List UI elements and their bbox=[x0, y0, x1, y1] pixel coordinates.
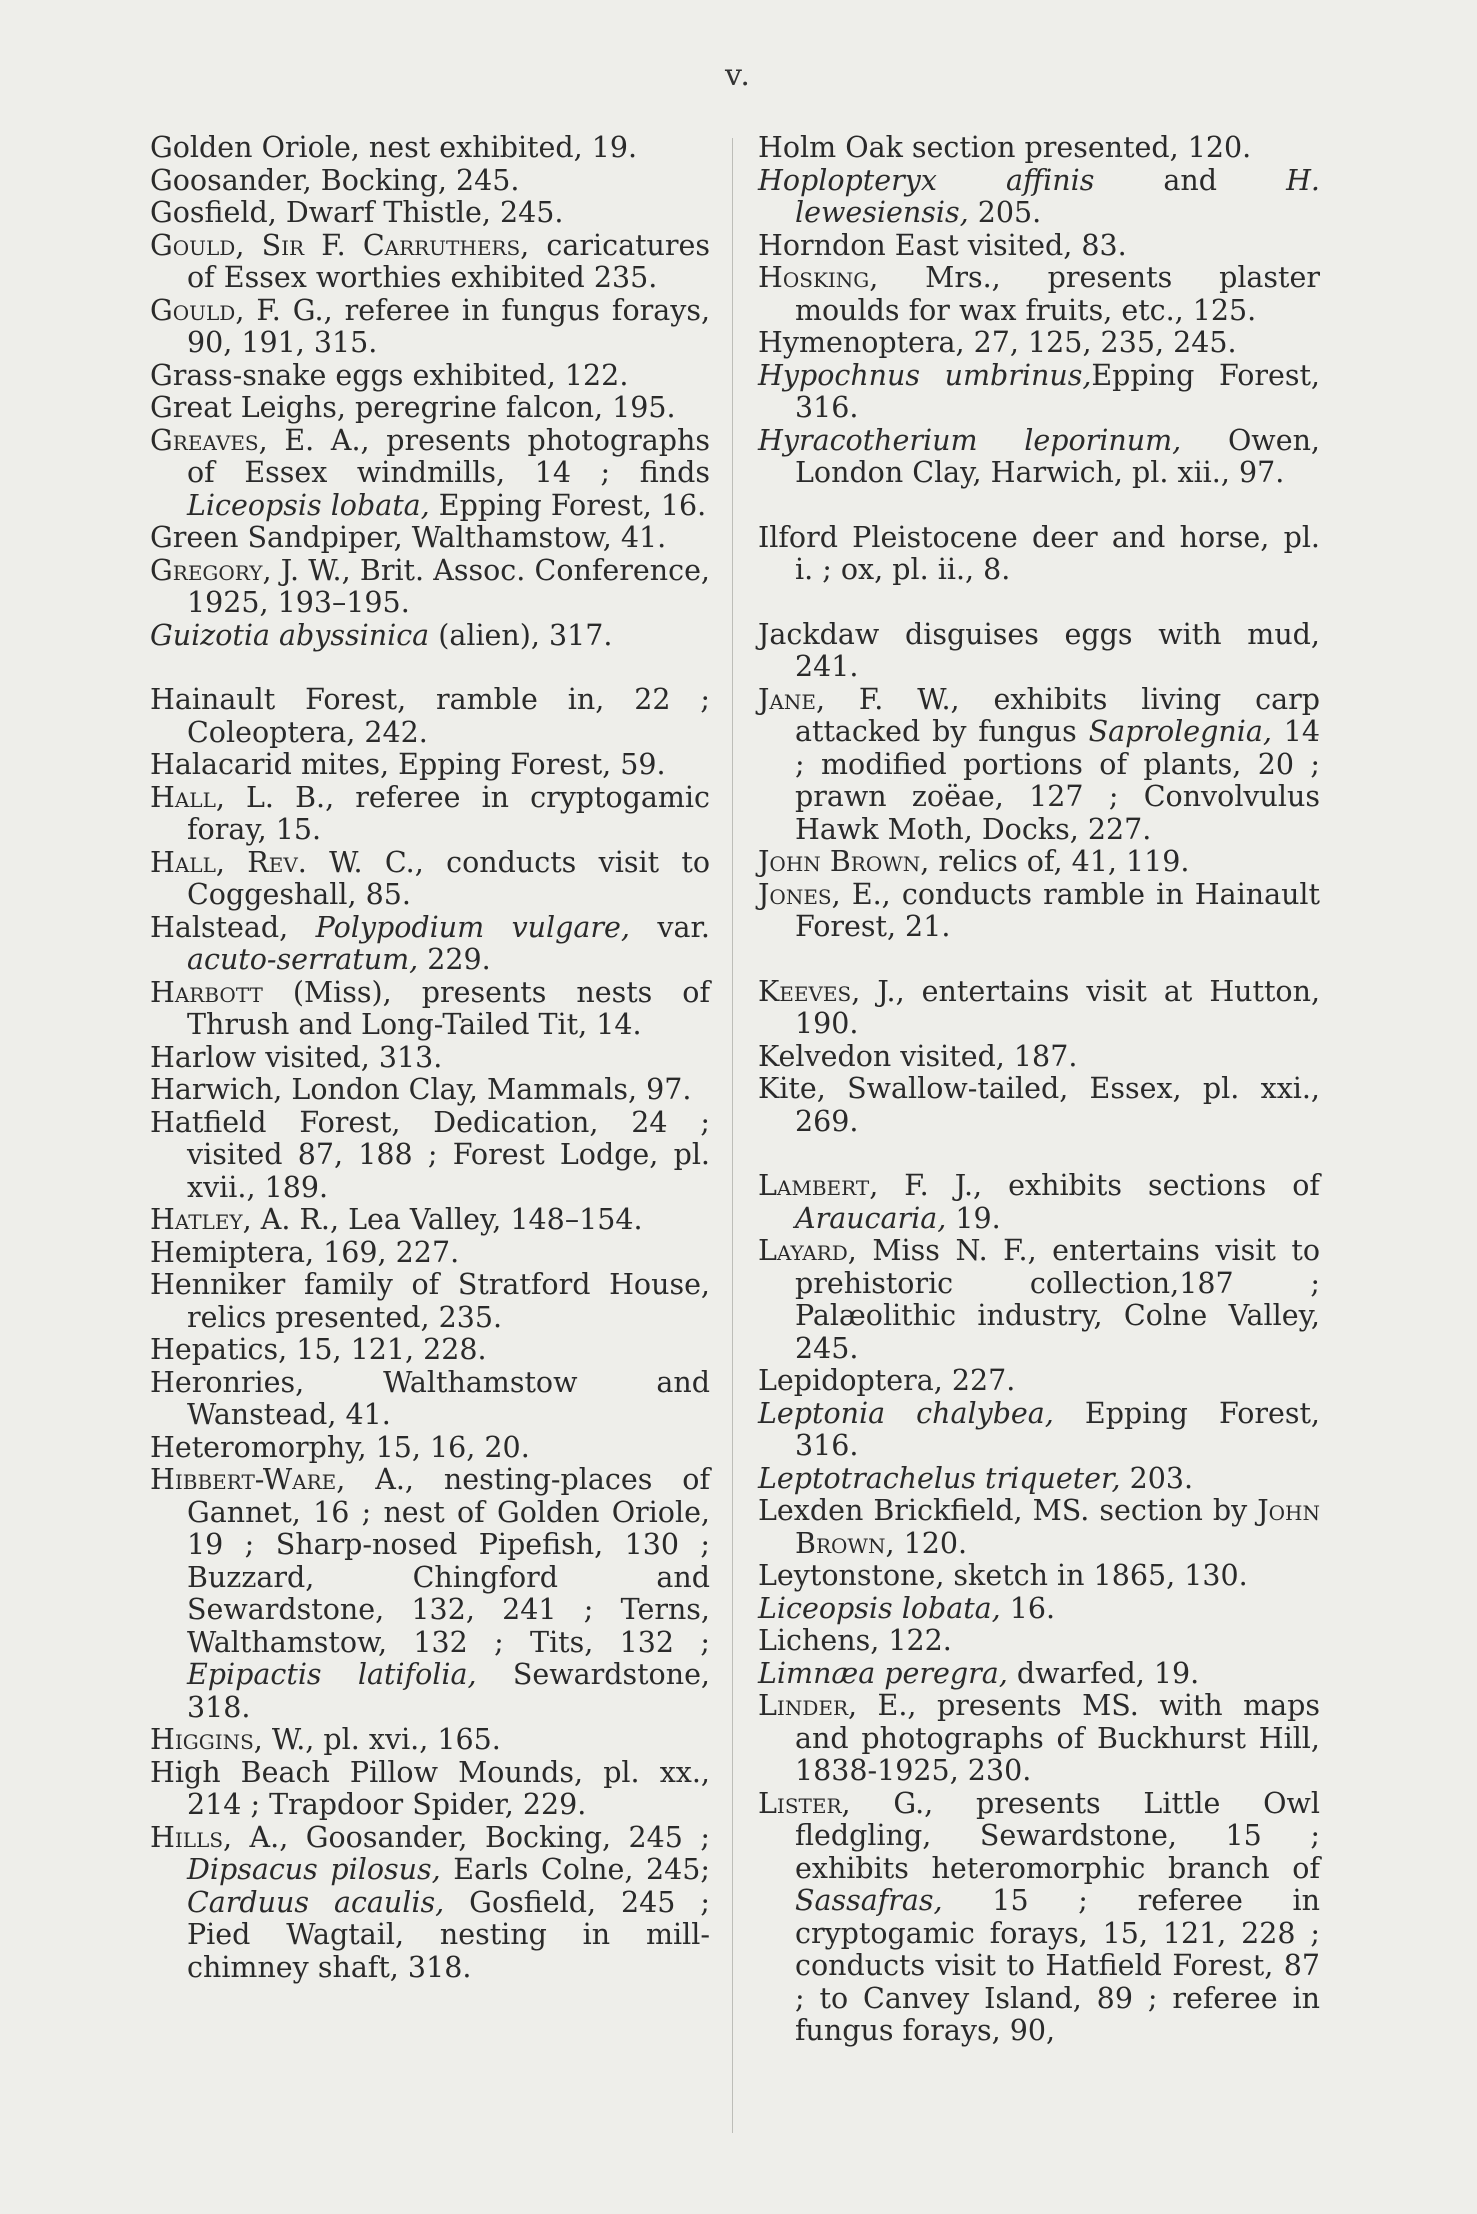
index-entry bbox=[150, 1204, 710, 1237]
entry-text: Sewardstone, 318. bbox=[187, 1658, 710, 1724]
index-entry bbox=[758, 1041, 1320, 1074]
index-entry bbox=[758, 684, 1320, 847]
entry-text: Halacarid mites, Epping Forest, 59. bbox=[150, 748, 666, 781]
index-entry bbox=[758, 360, 1320, 425]
italic-term: Leptotrachelus triqueter, bbox=[758, 1461, 1121, 1495]
index-entry bbox=[150, 425, 710, 523]
entry-text: presents Little Owl fledgling, Sewardstone, 15 ; exhibits heteromorphic branch of bbox=[795, 1786, 1321, 1885]
index-entry bbox=[758, 1235, 1320, 1365]
italic-term: acuto-serratum, bbox=[187, 943, 419, 976]
entry-text: 229. bbox=[418, 943, 491, 976]
index-entry bbox=[758, 1625, 1320, 1658]
entry-text: Grass-snake eggs exhibited, 122. bbox=[150, 358, 629, 392]
italic-term: Liceopsis lobata, bbox=[758, 1591, 1001, 1625]
entry-text: 19. bbox=[946, 1201, 1001, 1235]
entry-text: Heteromorphy, 15, 16, 20. bbox=[150, 1430, 530, 1464]
entry-text: Lexden Brickfield, MS. section by bbox=[758, 1494, 1258, 1527]
small-caps-name: John Brown, bbox=[795, 1494, 1320, 1560]
entry-text: (Miss), presents nests of Thrush and Long-Tailed Tit, 14. bbox=[187, 975, 710, 1041]
small-caps-name: Hibbert-Ware, A., bbox=[150, 1463, 414, 1496]
index-entry bbox=[150, 1334, 710, 1367]
index-entry bbox=[150, 165, 710, 198]
index-entry bbox=[150, 1042, 710, 1075]
entry-text: conducts ramble in Hainault Forest, 21. bbox=[795, 877, 1320, 943]
small-caps-name: Gregory, J. W., bbox=[150, 553, 351, 587]
italic-term: Araucaria, bbox=[795, 1201, 947, 1235]
small-caps-name: Hosking, bbox=[758, 261, 879, 294]
entry-text: Brit. Assoc. Conference, 1925, 193–195. bbox=[187, 553, 710, 619]
index-entry bbox=[150, 749, 710, 782]
index-entry bbox=[150, 1269, 710, 1334]
index-entry bbox=[150, 360, 710, 393]
index-entry bbox=[150, 847, 710, 912]
italic-term: Carduus acaulis, bbox=[187, 1885, 445, 1919]
small-caps-name: Linder, E., bbox=[758, 1689, 917, 1722]
entry-text: and bbox=[1094, 163, 1287, 197]
entry-text: caricatures of Essex worthies exhibited 235. bbox=[187, 228, 710, 294]
italic-term: Liceopsis lobata, bbox=[187, 488, 430, 522]
entry-text: var. bbox=[629, 910, 710, 944]
entry-text: Miss N. F., entertains visit to prehistoric collection,187 ; Palæolithic industry, Colne Valley, 245. bbox=[795, 1234, 1320, 1365]
index-entry bbox=[150, 620, 710, 653]
small-caps-name: Greaves, E. A., bbox=[150, 423, 370, 457]
entry-text: Kite, Swallow-tailed, Essex, pl. xxi., 269. bbox=[758, 1072, 1320, 1138]
index-entry bbox=[150, 912, 710, 977]
italic-term: Guizotia abyssinica bbox=[150, 618, 430, 652]
entry-text: 16. bbox=[1000, 1591, 1056, 1625]
entry-text: Gosfield, 245 ; Pied Wagtail, nesting in mill-chimney shaft, 318. bbox=[187, 1885, 710, 1984]
entry-text: Heronries, Walthamstow and Wanstead, 41. bbox=[150, 1365, 710, 1431]
entry-text: High Beach Pillow Mounds, pl. xx., 214 ; Trapdoor Spider, 229. bbox=[150, 1755, 710, 1821]
entry-text: Lea Valley, 148–154. bbox=[339, 1203, 643, 1236]
index-entry bbox=[150, 1237, 710, 1270]
index-entry bbox=[758, 230, 1320, 263]
entry-text: Lepidoptera, 227. bbox=[758, 1364, 1016, 1397]
index-entry bbox=[758, 1073, 1320, 1138]
index-entry bbox=[758, 262, 1320, 327]
entry-text: Epping Forest, 316. bbox=[795, 358, 1320, 424]
entry-text: Epping Forest, 16. bbox=[429, 488, 707, 522]
entry-text: Gosfield, Dwarf Thistle, 245. bbox=[150, 196, 564, 229]
right-index-column bbox=[758, 132, 1320, 2048]
italic-term: Sassafras, bbox=[795, 1884, 943, 1917]
small-caps-name: Harbott bbox=[150, 975, 263, 1009]
index-entry bbox=[758, 1593, 1320, 1626]
italic-term: Hypochnus umbrinus, bbox=[758, 358, 1092, 392]
index-entry bbox=[150, 1107, 710, 1205]
entry-text: nesting-places of Gannet, 16 ; nest of Golden Oriole, 19 ; Sharp-nosed Pipefish, 130 ; Buzzard, Chingford and Sewardstone, 132, 241 ; Terns, Walthamstow, 132 ; Tits, 132 ; bbox=[187, 1463, 710, 1659]
entry-text: Earls Colne, 245; bbox=[440, 1853, 710, 1886]
small-caps-name: Jane, F. W., bbox=[758, 682, 960, 716]
entry-text: exhibits sections of bbox=[982, 1169, 1320, 1202]
index-entry bbox=[150, 1724, 710, 1757]
entry-text: entertains visit at Hutton, 190. bbox=[795, 974, 1321, 1040]
entry-text: 203. bbox=[1120, 1461, 1194, 1495]
index-entry bbox=[758, 522, 1320, 587]
italic-term: Hyracotherium leporinum, bbox=[758, 423, 1182, 457]
small-caps-name: Lambert, F. J., bbox=[758, 1169, 983, 1202]
entry-text: Lichens, 122. bbox=[758, 1624, 952, 1657]
italic-term: Epipactis latifolia, bbox=[187, 1658, 477, 1691]
small-caps-name: Layard, bbox=[758, 1234, 857, 1267]
italic-term: Dipsacus pilosus, bbox=[187, 1853, 441, 1886]
index-entry bbox=[150, 977, 710, 1042]
index-entry bbox=[758, 1398, 1320, 1463]
entry-text: Henniker family of Stratford House, relics presented, 235. bbox=[150, 1268, 710, 1334]
entry-text: presents photographs of Essex windmills, 14 ; finds bbox=[187, 423, 710, 489]
column-divider bbox=[732, 138, 733, 2133]
small-caps-name: Keeves, J., bbox=[758, 974, 905, 1008]
italic-term: Polypodium vulgare, bbox=[315, 910, 630, 944]
entry-text: 14 ; modified portions of plants, 20 ; prawn zoëae, 127 ; Convolvulus Hawk Moth, Docks, 227. bbox=[795, 715, 1320, 846]
entry-text: Ilford Pleistocene deer and horse, pl. i. ; ox, pl. ii., 8. bbox=[758, 520, 1320, 586]
index-entry bbox=[150, 1432, 710, 1465]
entry-text: Jackdaw disguises eggs with mud, 241. bbox=[758, 617, 1320, 683]
entry-text: Epping Forest, 316. bbox=[795, 1396, 1320, 1462]
italic-term: H. lewesiensis, bbox=[795, 163, 1320, 229]
index-entry bbox=[758, 132, 1320, 165]
italic-term: Hoplopteryx affinis bbox=[758, 163, 1095, 197]
entry-text: relics of, 41, 119. bbox=[929, 845, 1190, 878]
index-entry bbox=[150, 132, 710, 165]
index-entry bbox=[758, 879, 1320, 944]
index-entry bbox=[150, 1367, 710, 1432]
entry-text: 205. bbox=[968, 196, 1042, 229]
entry-text: 15 ; referee in cryptogamic forays, 15, 121, 228 ; conducts visit to Hatfield Forest, 87 ; to Canvey Island, 89 ; referee in fungus forays, 90, bbox=[795, 1884, 1320, 2047]
index-entry bbox=[758, 976, 1320, 1041]
entry-text: pl. xvi., 165. bbox=[314, 1723, 501, 1756]
entry-text: Kelvedon visited, 187. bbox=[758, 1039, 1078, 1073]
index-entry bbox=[150, 522, 710, 555]
index-entry bbox=[150, 197, 710, 230]
small-caps-name: Hatley, A. R., bbox=[150, 1203, 340, 1236]
index-entry bbox=[758, 425, 1320, 490]
index-entry bbox=[758, 1658, 1320, 1691]
index-entry bbox=[758, 327, 1320, 360]
entry-text: conducts visit to Coggeshall, 85. bbox=[187, 845, 710, 911]
entry-text: (alien), 317. bbox=[429, 618, 613, 652]
index-entry bbox=[150, 782, 710, 847]
page-number: v. bbox=[725, 58, 752, 93]
index-entry bbox=[150, 392, 710, 425]
index-entry bbox=[758, 1788, 1320, 2048]
italic-term: Saprolegnia, bbox=[1088, 715, 1272, 748]
index-entry bbox=[758, 1365, 1320, 1398]
index-entry bbox=[150, 1074, 710, 1107]
entry-text: Leytonstone, sketch in 1865, 130. bbox=[758, 1559, 1248, 1592]
italic-term: Leptonia chalybea, bbox=[758, 1396, 1054, 1430]
entry-text: Golden Oriole, nest exhibited, 19. bbox=[150, 131, 638, 164]
entry-text: Hainault Forest, ramble in, 22 ; Coleoptera, 242. bbox=[150, 683, 710, 749]
small-caps-name: Hall, L. B., bbox=[150, 780, 335, 814]
entry-text: Hepatics, 15, 121, 228. bbox=[150, 1333, 487, 1366]
entry-text: exhibits living carp attacked by fungus bbox=[795, 682, 1320, 748]
index-entry bbox=[758, 619, 1320, 684]
entry-text: presents MS. with maps and photographs of Buckhurst Hill, 1838-1925, 230. bbox=[795, 1689, 1320, 1787]
index-entry bbox=[758, 846, 1320, 879]
entry-text: Holm Oak section presented, 120. bbox=[758, 131, 1252, 164]
entry-text: Great Leighs, peregrine falcon, 195. bbox=[150, 391, 676, 424]
small-caps-name: Gould, F. G., bbox=[150, 293, 333, 327]
small-caps-name: Hills, A., bbox=[150, 1820, 289, 1854]
index-entry bbox=[758, 165, 1320, 230]
index-entry bbox=[150, 1822, 710, 1985]
small-caps-name: Hall, Rev. W. C., bbox=[150, 845, 424, 879]
small-caps-name: Gould, Sir F. Carruthers, bbox=[150, 228, 530, 262]
index-entry bbox=[758, 1463, 1320, 1496]
index-entry bbox=[150, 684, 710, 749]
entry-text: Owen, London Clay, Harwich, pl. xii., 97. bbox=[795, 423, 1320, 489]
entry-text: Hatfield Forest, Dedication, 24 ; visited 87, 188 ; Forest Lodge, pl. xvii., 189. bbox=[150, 1105, 710, 1204]
entry-text: Hemiptera, 169, 227. bbox=[150, 1235, 460, 1269]
left-index-column bbox=[150, 132, 710, 1984]
index-entry bbox=[758, 1495, 1320, 1560]
index-entry bbox=[758, 1560, 1320, 1593]
index-entry bbox=[758, 1170, 1320, 1235]
italic-term: Limnæa peregra, bbox=[758, 1656, 1008, 1690]
small-caps-name: Jones, E., bbox=[758, 877, 891, 911]
entry-text: dwarfed, 19. bbox=[1007, 1656, 1200, 1690]
index-entry bbox=[150, 1464, 710, 1724]
entry-text: Horndon East visited, 83. bbox=[758, 228, 1127, 262]
small-caps-name: Higgins, W., bbox=[150, 1723, 315, 1756]
small-caps-name: John Brown, bbox=[758, 845, 930, 878]
entry-text: Harwich, London Clay, Mammals, 97. bbox=[150, 1073, 692, 1106]
index-entry bbox=[150, 230, 710, 295]
entry-text: Halstead, bbox=[150, 910, 316, 944]
index-entry bbox=[758, 1690, 1320, 1788]
index-entry bbox=[150, 295, 710, 360]
entry-text: Green Sandpiper, Walthamstow, 41. bbox=[150, 521, 667, 554]
entry-text: Harlow visited, 313. bbox=[150, 1040, 443, 1074]
entry-text: Hymenoptera, 27, 125, 235, 245. bbox=[758, 326, 1237, 359]
index-entry bbox=[150, 555, 710, 620]
entry-text: 120. bbox=[894, 1526, 968, 1560]
entry-text: referee in cryptogamic foray, 15. bbox=[187, 780, 710, 846]
index-entry bbox=[150, 1757, 710, 1822]
entry-text: referee in fungus forays, 90, 191, 315. bbox=[187, 293, 711, 359]
entry-text: Mrs., presents plaster moulds for wax fruits, etc., 125. bbox=[795, 261, 1320, 327]
entry-text: Goosander, Bocking, 245 ; bbox=[288, 1820, 711, 1854]
entry-text: Goosander, Bocking, 245. bbox=[150, 163, 520, 197]
small-caps-name: Lister, G., bbox=[758, 1786, 934, 1820]
